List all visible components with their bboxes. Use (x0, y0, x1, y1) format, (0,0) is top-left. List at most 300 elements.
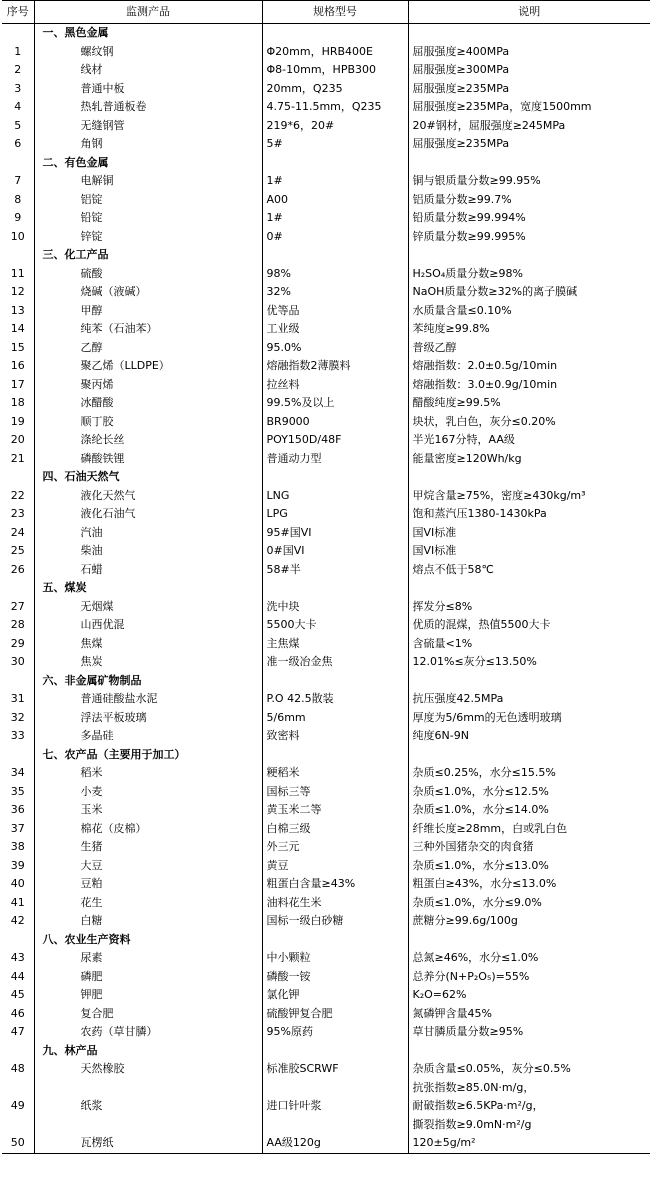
product-spec: 5/6mm (262, 709, 408, 728)
section-title: 三、化工产品 (34, 246, 262, 265)
product-spec: 主焦煤 (262, 635, 408, 654)
row-number: 16 (10, 359, 25, 372)
table-row (2, 709, 650, 728)
product-name: 聚乙烯（LLDPE） (34, 357, 262, 376)
table-row (2, 1005, 650, 1024)
table-row (2, 598, 650, 617)
product-spec: 0#国VI (262, 542, 408, 561)
product-note: 屈服强度≥235MPa (408, 80, 650, 99)
row-number: 23 (10, 507, 25, 520)
row-number: 15 (10, 340, 25, 354)
product-name: 大豆 (34, 857, 262, 876)
product-name: 锌锭 (34, 228, 262, 247)
row-number: 48 (10, 1062, 25, 1075)
product-spec: 1# (262, 172, 408, 191)
product-name: 纯苯（石油苯） (34, 320, 262, 339)
section-title: 八、农业生产资料 (34, 931, 262, 950)
product-spec: 20mm，Q235 (262, 80, 408, 99)
product-note: 粗蛋白≥43%，水分≤13.0% (408, 875, 650, 894)
product-note: 20#钢材，屈服强度≥245MPa (408, 117, 650, 136)
product-spec: 油料花生米 (262, 894, 408, 913)
product-spec: 99.5%及以上 (262, 394, 408, 413)
section-no-cell (2, 746, 34, 765)
product-name: 线材 (34, 61, 262, 80)
section-no-cell (2, 24, 34, 43)
section-note-cell (408, 24, 650, 43)
product-name: 豆粕 (34, 875, 262, 894)
product-spec: 5500大卡 (262, 616, 408, 635)
product-name: 花生 (34, 894, 262, 913)
product-name: 天然橡胶 (34, 1060, 262, 1079)
product-table (2, 0, 650, 1154)
section-no-cell (2, 931, 34, 950)
table-row (2, 135, 650, 154)
row-number: 38 (10, 840, 25, 853)
product-name: 生猪 (34, 838, 262, 857)
product-spec: 进口针叶浆 (262, 1079, 408, 1135)
product-name: 铅锭 (34, 209, 262, 228)
row-number: 39 (10, 858, 25, 872)
product-note: 杂质≤1.0%，水分≤9.0% (408, 894, 650, 913)
header-spec: 规格型号 (262, 1, 408, 24)
table-row (2, 875, 650, 894)
table-row (2, 228, 650, 247)
product-note: 杂质≤0.25%，水分≤15.5% (408, 764, 650, 783)
header-product: 监测产品 (34, 1, 262, 24)
product-spec: 黄玉米二等 (262, 801, 408, 820)
row-number: 19 (10, 414, 25, 428)
row-number: 28 (10, 618, 25, 631)
product-name: 涤纶长丝 (34, 431, 262, 450)
product-spec: 4.75-11.5mm，Q235 (262, 98, 408, 117)
row-number: 50 (2, 1134, 34, 1153)
product-spec: 国标一级白砂糖 (262, 912, 408, 931)
product-spec: 1# (262, 209, 408, 228)
product-note: K₂O=62% (408, 986, 650, 1005)
product-name: 石蜡 (34, 561, 262, 580)
product-spec: 硫酸钾复合肥 (262, 1005, 408, 1024)
section-spec-cell (262, 579, 408, 598)
product-note: 纯度6N-9N (408, 727, 650, 746)
product-note: 杂质≤1.0%，水分≤12.5% (408, 783, 650, 802)
row-number: 24 (10, 525, 25, 539)
table-row (2, 117, 650, 136)
section-note-cell (408, 931, 650, 950)
product-name: 浮法平板玻璃 (34, 709, 262, 728)
section-title: 六、非金属矿物制品 (34, 672, 262, 691)
section-row (2, 24, 650, 43)
product-spec: Φ8-10mm，HPB300 (262, 61, 408, 80)
product-spec: Φ20mm，HRB400E (262, 43, 408, 62)
section-no-cell (2, 154, 34, 173)
product-note: NaOH质量分数≥32%的离子膜碱 (408, 283, 650, 302)
section-note-cell (408, 1042, 650, 1061)
row-number: 22 (10, 488, 25, 502)
product-note-line: 撕裂指数≥9.0mN·m²/g (412, 1117, 532, 1131)
table-row (2, 857, 650, 876)
table-row (2, 172, 650, 191)
product-name: 多晶硅 (34, 727, 262, 746)
product-note: 杂质≤1.0%，水分≤13.0% (408, 857, 650, 876)
table-row (2, 357, 650, 376)
table-row (2, 727, 650, 746)
product-spec: 32% (262, 283, 408, 302)
product-spec: 普通动力型 (262, 450, 408, 469)
table-row (2, 80, 650, 99)
section-spec-cell (262, 746, 408, 765)
product-name: 磷肥 (34, 968, 262, 987)
row-number: 35 (10, 784, 25, 798)
row-number: 1 (14, 44, 22, 58)
row-number: 43 (10, 951, 25, 964)
section-row (2, 746, 650, 765)
product-note: 熔融指数：3.0±0.9g/10min (408, 376, 650, 395)
table-row (2, 1134, 650, 1153)
row-number: 11 (10, 266, 25, 280)
product-spec: 219*6，20# (262, 117, 408, 136)
product-spec: 5# (262, 135, 408, 154)
product-spec: LNG (262, 487, 408, 506)
product-note: 12.01%≤灰分≤13.50% (408, 653, 650, 672)
section-note-cell (408, 672, 650, 691)
section-row (2, 579, 650, 598)
row-number: 29 (10, 636, 25, 650)
header-no: 序号 (2, 1, 34, 24)
product-spec: AA级120g (262, 1134, 408, 1153)
table-row (2, 209, 650, 228)
product-name: 焦炭 (34, 653, 262, 672)
row-number: 5 (14, 118, 22, 132)
table-row (2, 191, 650, 210)
row-number: 46 (10, 1006, 25, 1020)
product-name: 无烟煤 (34, 598, 262, 617)
row-number: 47 (10, 1025, 25, 1038)
table-row (2, 1060, 650, 1079)
product-note: 氮磷钾含量45% (408, 1005, 650, 1024)
section-row (2, 246, 650, 265)
product-note: 蔗糖分≥99.6g/100g (408, 912, 650, 931)
section-note-cell (408, 154, 650, 173)
product-name: 烧碱（液碱） (34, 283, 262, 302)
product-note: 屈服强度≥400MPa (408, 43, 650, 62)
product-name: 磷酸铁锂 (34, 450, 262, 469)
section-row (2, 931, 650, 950)
section-no-cell (2, 1042, 34, 1061)
section-note-cell (408, 746, 650, 765)
row-number: 32 (10, 710, 25, 724)
section-title: 二、有色金属 (34, 154, 262, 173)
product-note: 铝质量分数≥99.7% (408, 191, 650, 210)
product-note-line: 抗张指数≥85.0N·m/g， (412, 1080, 535, 1094)
row-number: 8 (14, 192, 22, 206)
product-name: 钾肥 (34, 986, 262, 1005)
product-name: 山西优混 (34, 616, 262, 635)
row-number: 44 (10, 969, 25, 983)
product-spec: 优等品 (262, 302, 408, 321)
product-spec: POY150D/48F (262, 431, 408, 450)
section-note-cell (408, 246, 650, 265)
table-row (2, 43, 650, 62)
row-number: 7 (14, 174, 22, 187)
product-spec: 98% (262, 265, 408, 284)
section-row (2, 1042, 650, 1061)
product-note: 国VI标准 (408, 524, 650, 543)
product-name: 小麦 (34, 783, 262, 802)
product-note: 纤维长度≥28mm，白或乳白色 (408, 820, 650, 839)
section-row (2, 672, 650, 691)
product-spec: 工业级 (262, 320, 408, 339)
table-row (2, 949, 650, 968)
table-body (2, 24, 650, 1154)
product-name: 螺纹钢 (34, 43, 262, 62)
row-number: 10 (10, 229, 25, 243)
product-note: 醋酸纯度≥99.5% (408, 394, 650, 413)
row-number: 31 (10, 692, 25, 705)
table-row (2, 302, 650, 321)
product-spec: 致密料 (262, 727, 408, 746)
table-row (2, 616, 650, 635)
section-spec-cell (262, 154, 408, 173)
row-number: 14 (10, 322, 25, 335)
product-name: 白糖 (34, 912, 262, 931)
product-note: 总养分(N+P₂O₅)=55% (408, 968, 650, 987)
product-name: 冰醋酸 (34, 394, 262, 413)
row-number: 9 (14, 211, 22, 224)
product-name: 无缝钢管 (34, 117, 262, 136)
product-note: 厚度为5/6mm的无色透明玻璃 (408, 709, 650, 728)
product-spec: 粳稻米 (262, 764, 408, 783)
product-name: 稻米 (34, 764, 262, 783)
table-row (2, 283, 650, 302)
table-row (2, 894, 650, 913)
product-name: 复合肥 (34, 1005, 262, 1024)
product-note: 杂质含量≤0.05%，灰分≤0.5% (408, 1060, 650, 1079)
product-spec: 58#半 (262, 561, 408, 580)
section-title: 四、石油天然气 (34, 468, 262, 487)
product-name: 乙醇 (34, 339, 262, 358)
product-note: 国VI标准 (408, 542, 650, 561)
product-note: 熔融指数：2.0±0.5g/10min (408, 357, 650, 376)
product-note: H₂SO₄质量分数≥98% (408, 265, 650, 284)
section-row (2, 154, 650, 173)
product-spec: 95#国VI (262, 524, 408, 543)
table-row (2, 783, 650, 802)
product-note: 三种外国猪杂交的肉食猪 (408, 838, 650, 857)
product-spec: 95%原药 (262, 1023, 408, 1042)
section-spec-cell (262, 24, 408, 43)
product-name: 顺丁胶 (34, 413, 262, 432)
section-no-cell (2, 246, 34, 265)
product-name: 甲醇 (34, 302, 262, 321)
row-number: 18 (10, 396, 25, 409)
product-spec: 氯化钾 (262, 986, 408, 1005)
product-note: 甲烷含量≥75%，密度≥430kg/m³ (408, 487, 650, 506)
section-spec-cell (262, 931, 408, 950)
product-name: 聚丙烯 (34, 376, 262, 395)
product-name: 角钢 (34, 135, 262, 154)
product-name: 普通硅酸盐水泥 (34, 690, 262, 709)
table-row (2, 450, 650, 469)
section-spec-cell (262, 1042, 408, 1061)
product-name: 瓦楞纸 (34, 1134, 262, 1153)
table-row (2, 98, 650, 117)
product-note: 块状，乳白色，灰分≤0.20% (408, 413, 650, 432)
row-number: 45 (10, 988, 25, 1001)
product-spec: 熔融指数2薄膜料 (262, 357, 408, 376)
section-note-cell (408, 579, 650, 598)
product-spec: 中小颗粒 (262, 949, 408, 968)
table-row (2, 487, 650, 506)
product-name: 玉米 (34, 801, 262, 820)
product-note: 120±5g/m² (408, 1134, 650, 1153)
table-row (2, 524, 650, 543)
row-number: 3 (14, 81, 22, 95)
section-spec-cell (262, 672, 408, 691)
product-note: 锌质量分数≥99.995% (408, 228, 650, 247)
product-note: 草甘膦质量分数≥95% (408, 1023, 650, 1042)
table-row (2, 690, 650, 709)
product-spec: 拉丝料 (262, 376, 408, 395)
product-note: 屈服强度≥235MPa (408, 135, 650, 154)
row-number: 33 (10, 729, 25, 742)
row-number: 12 (10, 285, 25, 298)
table-row (2, 986, 650, 1005)
product-note: 铜与银质量分数≥99.95% (408, 172, 650, 191)
product-name: 农药（草甘膦） (34, 1023, 262, 1042)
product-note: 铅质量分数≥99.994% (408, 209, 650, 228)
product-name: 尿素 (34, 949, 262, 968)
table-row (2, 320, 650, 339)
header-note: 说明 (408, 1, 650, 24)
row-number: 25 (10, 544, 25, 557)
table-row (2, 413, 650, 432)
product-name: 普通中板 (34, 80, 262, 99)
product-note: 挥发分≤8% (408, 598, 650, 617)
table-row (2, 542, 650, 561)
table-row (2, 376, 650, 395)
row-number: 49 (10, 1099, 25, 1112)
section-no-cell (2, 579, 34, 598)
section-spec-cell (262, 468, 408, 487)
product-note: 饱和蒸汽压1380-1430kPa (408, 505, 650, 524)
product-note: 杂质≤1.0%，水分≤14.0% (408, 801, 650, 820)
row-number: 2 (14, 63, 22, 76)
product-name: 汽油 (34, 524, 262, 543)
table-row (2, 653, 650, 672)
product-spec: 国标三等 (262, 783, 408, 802)
product-spec: 准一级冶金焦 (262, 653, 408, 672)
row-number: 37 (10, 821, 25, 835)
section-spec-cell (262, 246, 408, 265)
row-number: 13 (10, 303, 25, 317)
product-note: 能量密度≥120Wh/kg (408, 450, 650, 469)
product-name: 热轧普通板卷 (34, 98, 262, 117)
product-note: 屈服强度≥300MPa (408, 61, 650, 80)
product-note: 总氮≥46%，水分≤1.0% (408, 949, 650, 968)
table-row (2, 820, 650, 839)
table-row (2, 339, 650, 358)
section-title: 九、林产品 (34, 1042, 262, 1061)
row-number: 36 (10, 803, 25, 816)
product-name: 电解铜 (34, 172, 262, 191)
table-row (2, 912, 650, 931)
table-row (2, 505, 650, 524)
row-number: 17 (10, 377, 25, 391)
product-spec: 95.0% (262, 339, 408, 358)
product-spec: 外三元 (262, 838, 408, 857)
product-note: 屈服强度≥235MPa，宽度1500mm (408, 98, 650, 117)
section-row (2, 468, 650, 487)
row-number: 41 (10, 895, 25, 909)
table-row (2, 968, 650, 987)
product-note: 半光167分特，AA级 (408, 431, 650, 450)
row-number: 21 (10, 451, 25, 465)
table-row (2, 1023, 650, 1042)
product-name: 液化石油气 (34, 505, 262, 524)
table-row (2, 561, 650, 580)
product-spec: LPG (262, 505, 408, 524)
product-name: 棉花（皮棉） (34, 820, 262, 839)
product-spec: 白棉三级 (262, 820, 408, 839)
product-spec: 洗中块 (262, 598, 408, 617)
row-number: 30 (10, 655, 25, 668)
table-row (2, 635, 650, 654)
product-note (408, 1079, 650, 1135)
section-title: 一、黑色金属 (34, 24, 262, 43)
row-number: 26 (10, 562, 25, 576)
product-name: 硫酸 (34, 265, 262, 284)
section-title: 七、农产品（主要用于加工） (34, 746, 262, 765)
row-number: 40 (10, 877, 25, 890)
product-name: 纸浆 (34, 1079, 262, 1135)
row-number: 20 (10, 433, 25, 446)
product-spec: BR9000 (262, 413, 408, 432)
table-row (2, 1079, 650, 1135)
product-spec: 黄豆 (262, 857, 408, 876)
table-row (2, 838, 650, 857)
product-spec: P.O 42.5散装 (262, 690, 408, 709)
table-row (2, 265, 650, 284)
product-note-line: 耐破指数≥6.5KPa·m²/g， (412, 1099, 544, 1112)
product-name: 柴油 (34, 542, 262, 561)
product-note: 含硫量<1% (408, 635, 650, 654)
section-title: 五、煤炭 (34, 579, 262, 598)
section-no-cell (2, 672, 34, 691)
product-name: 铝锭 (34, 191, 262, 210)
product-note: 抗压强度42.5MPa (408, 690, 650, 709)
row-number: 27 (10, 599, 25, 613)
product-note: 水质量含量≤0.10% (408, 302, 650, 321)
table-row (2, 764, 650, 783)
row-number: 4 (14, 100, 22, 113)
table-row (2, 61, 650, 80)
product-name: 焦煤 (34, 635, 262, 654)
product-note: 苯纯度≥99.8% (408, 320, 650, 339)
product-note: 优质的混煤，热值5500大卡 (408, 616, 650, 635)
section-no-cell (2, 468, 34, 487)
product-spec: 标准胶SCRWF (262, 1060, 408, 1079)
product-note: 熔点不低于58℃ (408, 561, 650, 580)
table-row (2, 394, 650, 413)
product-spec: 磷酸一铵 (262, 968, 408, 987)
product-name: 液化天然气 (34, 487, 262, 506)
product-note: 普级乙醇 (408, 339, 650, 358)
table-row (2, 801, 650, 820)
product-spec: 0# (262, 228, 408, 247)
product-spec: A00 (262, 191, 408, 210)
section-note-cell (408, 468, 650, 487)
row-number: 34 (10, 766, 25, 779)
